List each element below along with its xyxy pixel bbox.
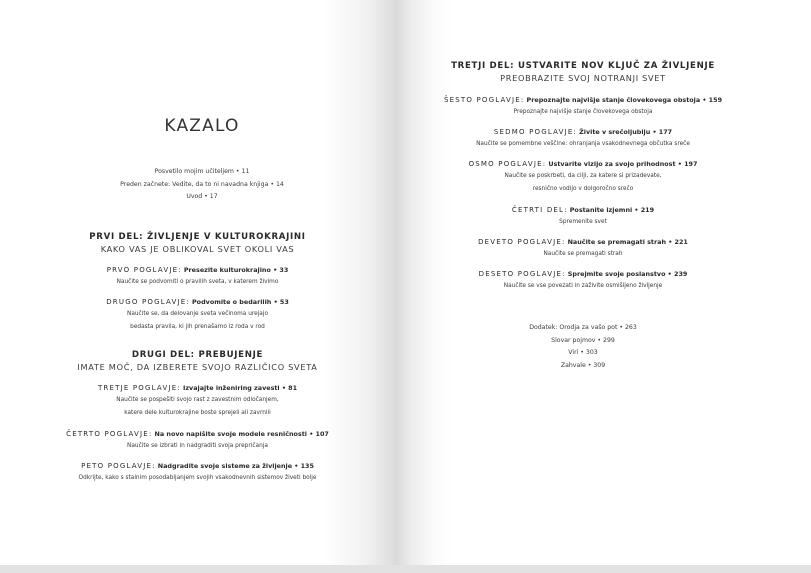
chapter-desc: Naučite se izbrati in nadgraditi svoja prepričanja xyxy=(127,443,268,449)
chapter-title: Nadgradite svoje sisteme za življenje • 135 xyxy=(157,462,314,470)
chapter-title: Sprejmite svoje poslanstvo • 239 xyxy=(567,270,688,278)
chapter-desc: Odkrijte, kako s stalnim posodabljanjem svojih vsakodnevnih sistemov živeti bolje xyxy=(78,475,317,481)
part-number: ČETRTI DEL: xyxy=(511,206,568,214)
chapter-title: Na novo napišite svoje modele resničnosti • 107 xyxy=(154,430,329,438)
chapter-5 xyxy=(0,460,395,485)
part-subtitle: PREOBRAZITE SVOJ NOTRANJI SVET xyxy=(500,73,666,83)
book-edge xyxy=(0,565,811,573)
chapter-6 xyxy=(375,94,791,119)
chapter-desc: Naučite se podvomiti o pravilih sveta, v katerem živimo xyxy=(116,279,279,285)
chapter-desc: katere dele kulturokrajine boste sprejeli ali zavrnili xyxy=(124,410,271,416)
part-desc: Spremenite svet xyxy=(559,219,607,225)
part-title: Postanite izjemni • 219 xyxy=(569,206,655,214)
chapter-title: Izvajajte inženiring zavesti • 81 xyxy=(182,384,298,392)
back-matter xyxy=(375,322,791,372)
chapter-9 xyxy=(375,236,791,261)
part-4 xyxy=(375,204,791,229)
part-title: PRVI DEL: ŽIVLJENJE V KULTUROKRAJINI xyxy=(89,232,306,242)
chapter-title: Podvomite o bedarilih • 53 xyxy=(192,298,289,306)
part-title: DRUGI DEL: PREBUJENJE xyxy=(131,350,264,360)
toc-entry: Uvod • 17 xyxy=(186,193,218,200)
chapter-desc: Prepoznajte najvišje stanje človekovega obstoja xyxy=(513,109,653,115)
toc-entry: Slovar pojmov • 299 xyxy=(551,336,615,344)
chapter-3 xyxy=(0,382,395,420)
chapter-desc: bedasta pravila, ki jih prenašamo iz roda v rod xyxy=(130,324,265,330)
chapter-desc: Naučite se poskrbeti, da cilji, za katere si prizadevate, xyxy=(504,173,662,179)
chapter-title: Živite v srečoljublju • 177 xyxy=(579,128,673,136)
chapter-number: SEDMO POGLAVJE: xyxy=(493,128,578,136)
chapter-number: DRUGO POGLAVJE: xyxy=(106,298,190,306)
left-page xyxy=(0,0,395,565)
chapter-desc: Naučite se pomembne veščine: ohranjanja vsakodnevnega občutka sreče xyxy=(476,141,690,147)
chapter-desc: Naučite se pospešiti svojo rast z zavestnim odločanjem, xyxy=(116,397,279,403)
toc-entry: Preden začnete: Vedite, da to ni navadna knjiga • 14 xyxy=(120,180,284,188)
chapter-8 xyxy=(375,158,791,196)
chapter-desc: Naučite se, da delovanje sveta večinoma urejajo xyxy=(126,311,269,317)
chapter-title: Presezite kulturokrajino • 33 xyxy=(183,266,289,274)
part-1 xyxy=(0,231,395,255)
chapter-number: DEVETO POGLAVJE: xyxy=(478,238,566,246)
front-matter xyxy=(0,166,404,204)
chapter-10 xyxy=(375,268,791,293)
right-page xyxy=(395,0,811,565)
chapter-number: TRETJE POGLAVJE: xyxy=(97,384,181,392)
chapter-1 xyxy=(0,264,395,289)
toc-entry: Viri • 303 xyxy=(568,349,598,356)
chapter-number: OSMO POGLAVJE: xyxy=(468,160,547,168)
chapter-number: PETO POGLAVJE: xyxy=(81,462,156,470)
part-subtitle: KAKO VAS JE OBLIKOVAL SVET OKOLI VAS xyxy=(100,244,295,254)
chapter-4 xyxy=(0,428,395,453)
chapter-2 xyxy=(0,296,395,334)
toc-entry: Posvetilo mojim učiteljem • 11 xyxy=(154,168,250,175)
chapter-desc: Naučite se vse povezati in zaživite osmišljeno življenje xyxy=(503,283,663,289)
part-subtitle: IMATE MOČ, DA IZBERETE SVOJO RAZLIČICO SVETA xyxy=(77,362,318,372)
chapter-number: PRVO POGLAVJE: xyxy=(106,266,182,274)
chapter-number: ČETRTO POGLAVJE: xyxy=(66,430,153,438)
chapter-title: Prepoznajte najvišje stanje človekovega obstoja • 159 xyxy=(526,96,723,104)
chapter-desc: resnično vodijo v dolgoročno srečo xyxy=(532,186,634,192)
chapter-number: DESETO POGLAVJE: xyxy=(478,270,566,278)
toc-entry: Dodatek: Orodja za vašo pot • 263 xyxy=(529,324,637,331)
chapter-title: Ustvarite vizijo za svojo prihodnost • 197 xyxy=(548,160,698,168)
chapter-number: ŠESTO POGLAVJE: xyxy=(443,96,525,104)
chapter-title: Naučite se premagati strah • 221 xyxy=(567,238,688,246)
page-title: KAZALO xyxy=(164,116,240,136)
part-title: TRETJI DEL: USTVARITE NOV KLJUČ ZA ŽIVLJENJE xyxy=(451,61,715,71)
chapter-desc: Naučite se premagati strah xyxy=(543,251,623,257)
part-3 xyxy=(375,60,791,84)
chapter-7 xyxy=(375,126,791,151)
part-2 xyxy=(0,349,395,373)
toc-entry: Zahvale • 309 xyxy=(560,361,606,369)
